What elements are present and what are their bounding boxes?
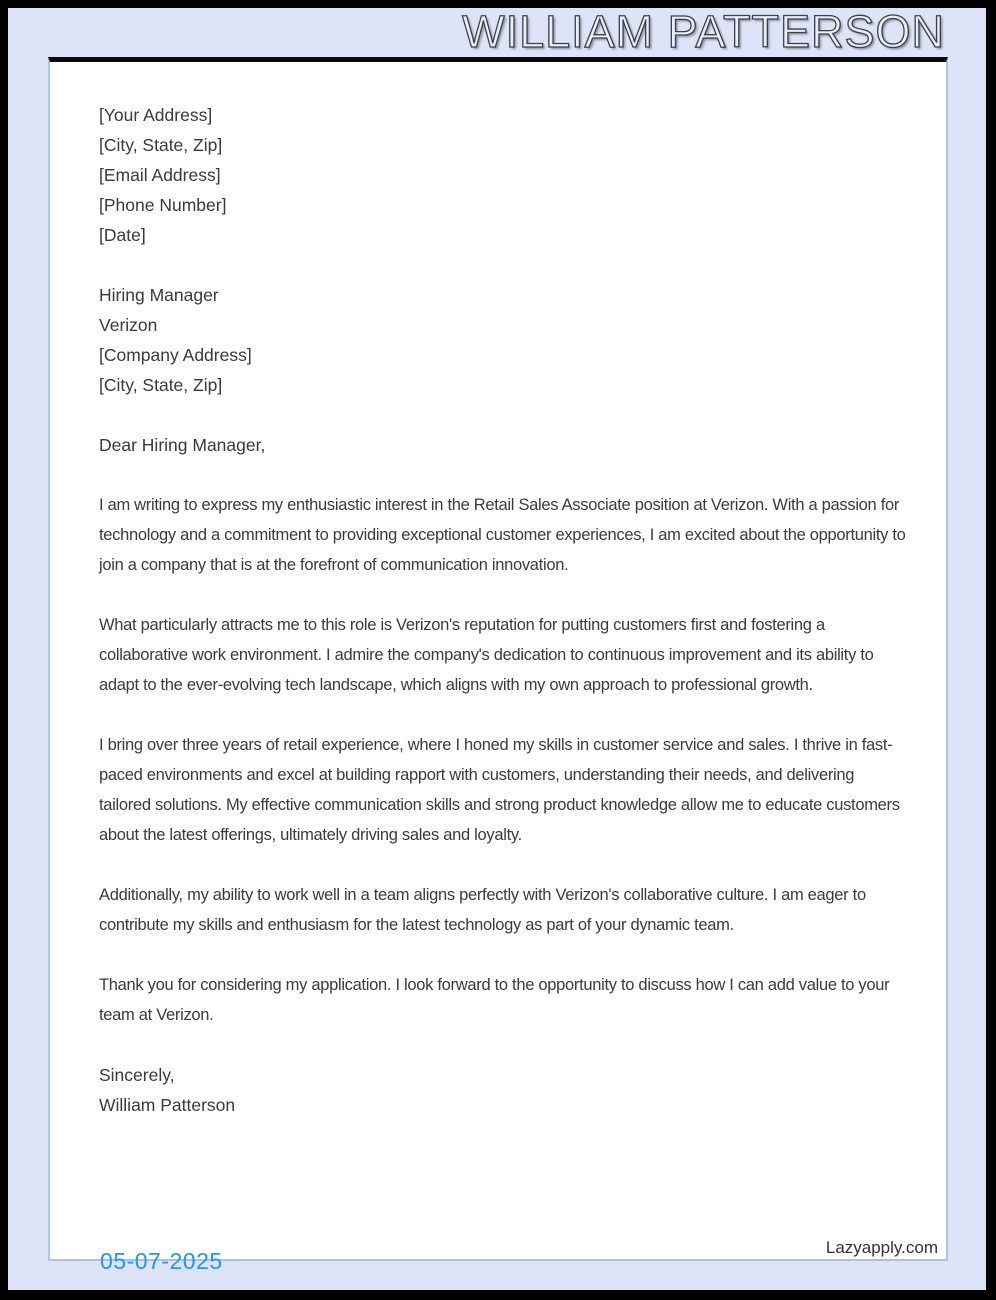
signature-block [99,1060,907,1120]
sender-phone-line: [Phone Number] [99,195,227,215]
body-paragraph-5: Thank you for considering my application. I look forward to the opportunity to discuss how I can add value to your team at Verizon. [99,976,890,1024]
sender-address-block [99,100,907,250]
sender-city-line: [City, State, Zip] [99,135,223,155]
document-date: 05-07-2025 [100,1248,223,1274]
applicant-name-heading: WILLIAM PATTERSON [462,6,945,57]
sender-date-line: [Date] [99,225,146,245]
signature-name: William Patterson [99,1095,236,1115]
recipient-city-line: [City, State, Zip] [99,375,223,395]
body-paragraph-2: What particularly attracts me to this role is Verizon's reputation for putting customers first and fostering a collaborative work environment. I admire the company's dedication to continuous improvement and its ability to adapt to the ever-evolving tech landscape, which aligns with my own approach to professional growth. [99,616,874,694]
recipient-company-address-line: [Company Address] [99,345,252,365]
body-paragraph-4: Additionally, my ability to work well in a team aligns perfectly with Verizon's collaborative culture. I am eager to contribute my skills and enthusiasm for the latest technology as part of your dynamic team. [99,886,866,934]
body-paragraph-1: I am writing to express my enthusiastic interest in the Retail Sales Associate position at Verizon. With a passion for technology and a commitment to providing exceptional customer experiences, I am excited about the opportunity to join a company that is at the forefront of communication innovation. [99,496,906,574]
recipient-title-line: Hiring Manager [99,285,219,305]
sender-email-line: [Email Address] [99,165,221,185]
lazyapply-watermark: Lazyapply.com [825,1238,938,1257]
recipient-company-line: Verizon [99,315,158,335]
salutation: Dear Hiring Manager, [99,435,266,455]
letter-content [50,62,946,1259]
sender-address-line: [Your Address] [99,105,213,125]
letter-page [48,57,948,1261]
closing-line: Sincerely, [99,1065,175,1085]
body-paragraph-3: I bring over three years of retail experience, where I honed my skills in customer service and sales. I thrive in fast-paced environments and excel at building rapport with customers, understanding their needs, and delivering tailored solutions. My effective communication skills and strong product knowledge allow me to educate customers about the latest offerings, ultimately driving sales and loyalty. [99,736,900,844]
recipient-address-block [99,280,907,400]
